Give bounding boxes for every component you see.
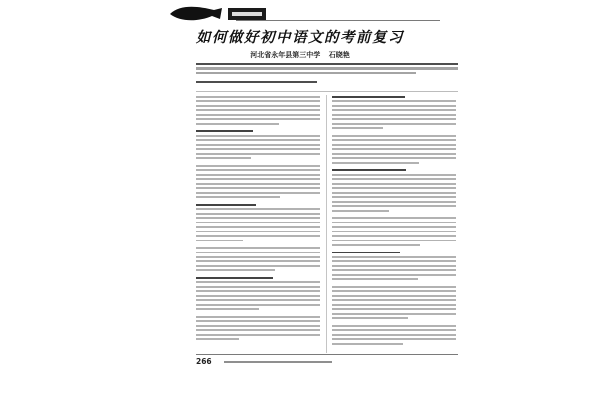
body-text-line — [332, 144, 456, 146]
footer-running-text — [224, 361, 332, 363]
body-text-line — [196, 226, 320, 228]
body-text-line — [332, 240, 456, 242]
body-text-line — [196, 174, 320, 176]
body-text-line — [196, 299, 320, 301]
body-text-line — [196, 281, 320, 283]
body-text-line — [196, 329, 320, 331]
article-title: 如何做好初中语文的考前复习 — [196, 29, 404, 46]
body-text-line — [196, 148, 320, 150]
body-text-line — [332, 343, 403, 345]
ornament-brush-stroke — [170, 7, 222, 21]
body-text-line — [196, 109, 320, 111]
body-text-line — [196, 100, 320, 102]
body-text-line — [196, 196, 280, 198]
body-text-line — [332, 201, 456, 203]
body-text-line — [196, 256, 320, 258]
body-text-line — [332, 178, 456, 180]
body-text-line — [332, 127, 383, 129]
body-text-line — [196, 183, 320, 185]
body-text-line — [196, 252, 320, 254]
body-text-line — [332, 231, 456, 233]
body-text-line — [196, 295, 320, 297]
body-text-line — [196, 304, 320, 306]
body-text-line — [332, 123, 456, 125]
body-text-line — [196, 338, 239, 340]
section-heading-line — [332, 252, 400, 254]
body-text-line — [332, 329, 456, 331]
body-text-line — [196, 96, 320, 98]
body-text-line — [196, 213, 320, 215]
body-text-line — [196, 135, 320, 137]
body-text-line — [196, 334, 320, 336]
body-text-line — [196, 153, 320, 155]
body-text-line — [196, 260, 320, 262]
body-text-line — [332, 334, 456, 336]
section-heading-line — [196, 204, 256, 206]
body-text-line — [332, 153, 456, 155]
author-byline: 河北省永年县第三中学 石晓艳 — [250, 51, 350, 59]
body-text-line — [332, 205, 456, 207]
body-text-line — [332, 183, 456, 185]
body-text-line — [332, 295, 456, 297]
body-text-line — [332, 118, 456, 120]
body-text-line — [196, 105, 320, 107]
body-text-line — [332, 105, 456, 107]
body-text-line — [196, 320, 320, 322]
body-text-line — [332, 210, 389, 212]
body-text-line — [196, 178, 320, 180]
body-text-line — [196, 240, 243, 242]
section-heading-line — [332, 169, 406, 171]
body-text-line — [332, 313, 456, 315]
body-text-line — [332, 148, 456, 150]
body-text-line — [196, 265, 320, 267]
body-text-line — [332, 135, 456, 137]
body-text-line — [332, 100, 456, 102]
body-text-line — [332, 187, 456, 189]
body-column-right — [332, 96, 456, 347]
body-text-line — [196, 114, 320, 116]
page-number: 266 — [196, 357, 212, 366]
body-text-line — [332, 196, 456, 198]
keywords-block — [196, 81, 458, 85]
body-text-line — [332, 278, 418, 280]
body-text-line — [196, 144, 320, 146]
section-heading-line — [196, 277, 273, 279]
body-text-line — [196, 118, 320, 120]
body-text-line — [196, 187, 320, 189]
body-text-line — [196, 308, 259, 310]
body-text-line — [196, 269, 275, 271]
body-text-line — [332, 139, 456, 141]
body-text-line — [196, 235, 320, 237]
body-text-line — [332, 114, 456, 116]
body-text-line — [196, 286, 320, 288]
body-text-line — [332, 260, 456, 262]
body-text-line — [196, 316, 320, 318]
section-header-ornament — [168, 3, 316, 25]
body-text-line — [332, 269, 456, 271]
body-text-line — [332, 174, 456, 176]
body-text-line — [332, 286, 456, 288]
body-text-line — [196, 247, 320, 249]
body-text-line — [332, 226, 456, 228]
body-text-line — [332, 217, 456, 219]
body-text-line — [196, 192, 320, 194]
section-heading-line — [196, 130, 253, 132]
body-text-line — [196, 157, 251, 159]
body-text-line — [332, 304, 456, 306]
body-text-line — [196, 325, 320, 327]
body-text-line — [196, 222, 320, 224]
body-text-line — [332, 256, 456, 258]
header-rule — [236, 20, 440, 21]
body-text-line — [332, 222, 456, 224]
body-text-line — [196, 231, 320, 233]
body-text-line — [196, 169, 320, 171]
body-column-left — [196, 96, 320, 343]
body-text-line — [196, 139, 320, 141]
column-divider — [326, 95, 327, 353]
body-text-line — [332, 290, 456, 292]
body-text-line — [332, 299, 456, 301]
footer-rule — [196, 354, 458, 355]
body-text-line — [332, 157, 456, 159]
ornament-banner-glyphs — [232, 12, 262, 16]
body-text-line — [332, 265, 456, 267]
body-text-line — [196, 290, 320, 292]
body-text-line — [332, 235, 456, 237]
body-text-line — [332, 162, 419, 164]
body-text-line — [196, 208, 320, 210]
body-text-line — [332, 338, 456, 340]
body-text-line — [332, 325, 456, 327]
section-heading-line — [332, 96, 405, 98]
abstract-block — [196, 63, 458, 76]
body-text-line — [196, 217, 320, 219]
body-text-line — [196, 165, 320, 167]
body-text-line — [332, 192, 456, 194]
body-text-line — [196, 123, 279, 125]
body-text-line — [332, 244, 420, 246]
body-text-line — [332, 317, 408, 319]
body-text-line — [332, 109, 456, 111]
abstract-separator — [196, 91, 458, 92]
body-text-line — [332, 274, 456, 276]
body-text-line — [332, 308, 456, 310]
